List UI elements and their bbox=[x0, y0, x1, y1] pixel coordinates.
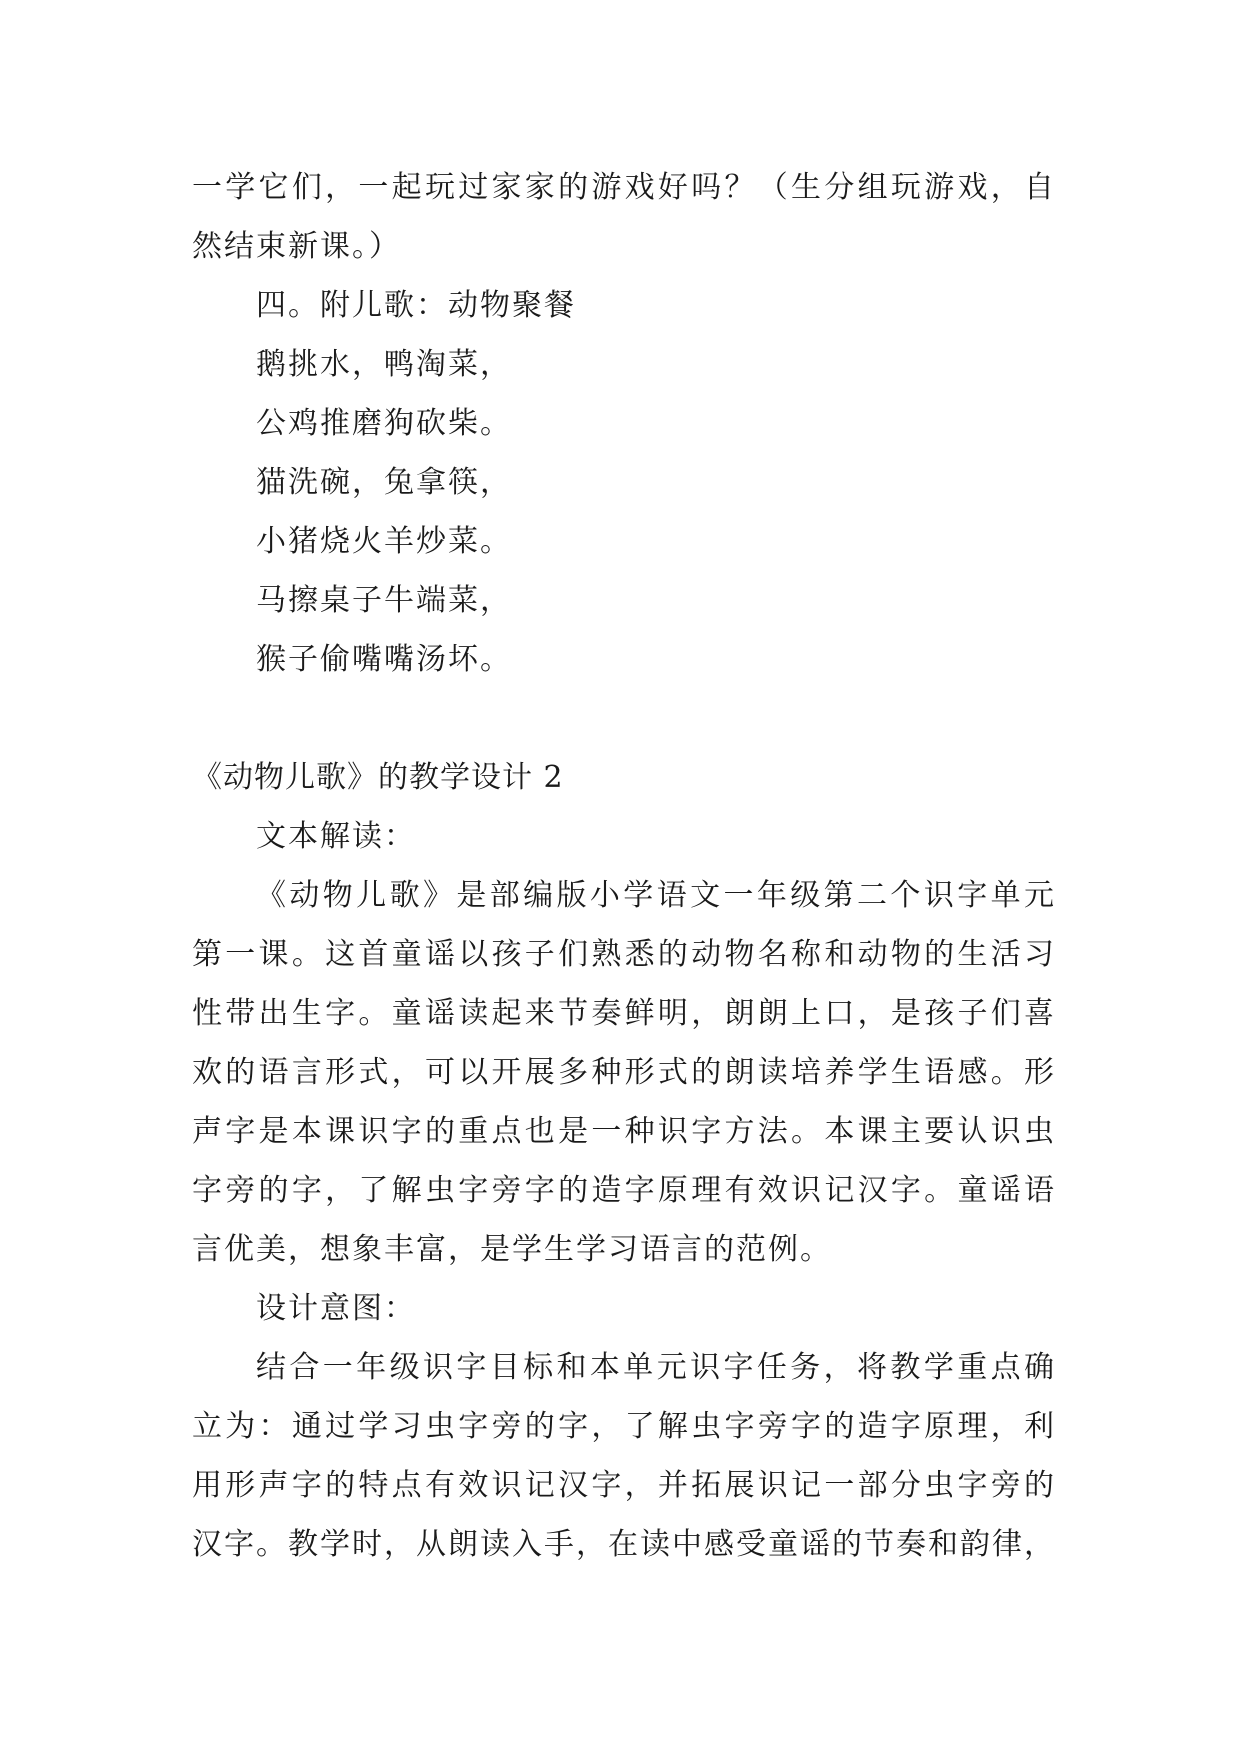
rhyme-line-6: 猴子偷嘴嘴汤坏。 bbox=[256, 642, 512, 677]
rhyme-line-4: 小猪烧火羊炒菜。 bbox=[256, 524, 512, 559]
design-intent-heading: 设计意图： bbox=[256, 1291, 416, 1326]
text-reading-line-6: 字旁的字，了解虫字旁字的造字原理有效识记汉字。童谣语 bbox=[192, 1173, 1056, 1208]
design-intent-line-2: 立为：通过学习虫字旁的字，了解虫字旁字的造字原理，利 bbox=[192, 1409, 1056, 1444]
intro-line-1: 一学它们，一起玩过家家的游戏好吗？（生分组玩游戏，自 bbox=[192, 170, 1056, 205]
design-intent-line-1: 结合一年级识字目标和本单元识字任务，将教学重点确 bbox=[256, 1350, 1056, 1385]
text-reading-line-2: 第一课。这首童谣以孩子们熟悉的动物名称和动物的生活习 bbox=[192, 937, 1056, 972]
rhyme-line-5: 马擦桌子牛端菜， bbox=[256, 583, 512, 618]
intro-line-2: 然结束新课。） bbox=[192, 229, 401, 264]
document-page bbox=[192, 158, 1056, 1574]
text-reading-heading: 文本解读： bbox=[256, 819, 416, 854]
section-spacer bbox=[192, 689, 1056, 748]
rhyme-line-3: 猫洗碗，兔拿筷， bbox=[256, 465, 512, 500]
text-reading-line-5: 声字是本课识字的重点也是一种识字方法。本课主要认识虫 bbox=[192, 1114, 1056, 1149]
section-title: 《动物儿歌》的教学设计 2 bbox=[192, 760, 564, 795]
rhyme-line-1: 鹅挑水，鸭淘菜， bbox=[256, 347, 512, 382]
design-intent-line-4: 汉字。教学时，从朗读入手，在读中感受童谣的节奏和韵律， bbox=[192, 1527, 1056, 1562]
rhyme-line-2: 公鸡推磨狗砍柴。 bbox=[256, 406, 512, 441]
design-intent-line-3: 用形声字的特点有效识记汉字，并拓展识记一部分虫字旁的 bbox=[192, 1468, 1056, 1503]
text-reading-line-3: 性带出生字。童谣读起来节奏鲜明，朗朗上口，是孩子们喜 bbox=[192, 996, 1056, 1031]
text-reading-line-7: 言优美，想象丰富，是学生学习语言的范例。 bbox=[192, 1232, 832, 1267]
text-reading-line-1: 《动物儿歌》是部编版小学语文一年级第二个识字单元 bbox=[256, 878, 1056, 913]
text-reading-line-4: 欢的语言形式，可以开展多种形式的朗读培养学生语感。形 bbox=[192, 1055, 1056, 1090]
rhyme-heading: 四。附儿歌：动物聚餐 bbox=[256, 288, 576, 323]
